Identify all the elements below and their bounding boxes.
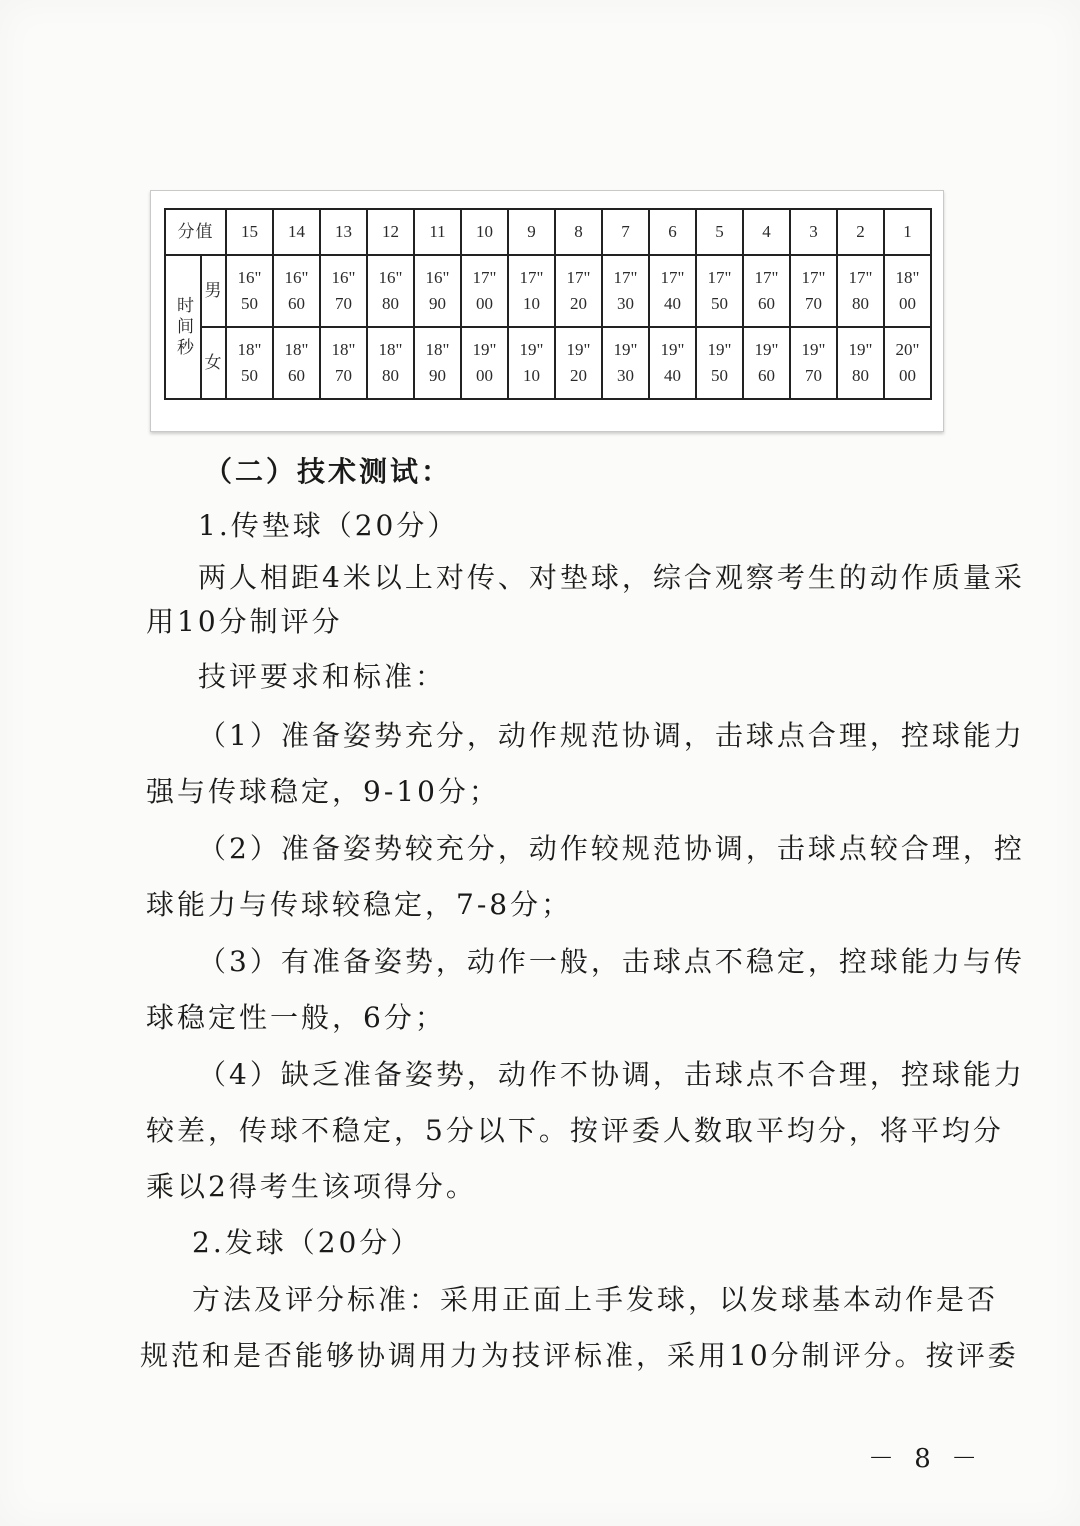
score-cell: 2	[837, 209, 884, 255]
time-hundredths: 70	[335, 294, 352, 313]
time-seconds: 18"	[425, 340, 450, 359]
score-cell: 9	[508, 209, 555, 255]
time-seconds: 19"	[519, 340, 544, 359]
male-time-cell	[649, 255, 696, 327]
score-cell: 1	[884, 209, 931, 255]
time-hundredths: 80	[852, 366, 869, 385]
time-hundredths: 50	[711, 294, 728, 313]
score-table-scan	[150, 190, 944, 432]
time-hundredths: 70	[805, 366, 822, 385]
male-time-cell	[743, 255, 790, 327]
time-seconds: 17"	[848, 268, 873, 287]
male-time-cell	[414, 255, 461, 327]
male-time-cell	[790, 255, 837, 327]
time-hundredths: 70	[335, 366, 352, 385]
criterion-1-line2: 强与传球稳定，9-10分；	[146, 775, 500, 808]
male-time-cell	[696, 255, 743, 327]
male-time-cell	[837, 255, 884, 327]
time-hundredths: 60	[288, 294, 305, 313]
criterion-4-line3: 乘以2得考生该项得分。	[146, 1170, 477, 1203]
page-number: － 8 －	[868, 1444, 984, 1474]
time-hundredths: 60	[758, 294, 775, 313]
male-time-cell	[273, 255, 320, 327]
time-seconds: 18"	[895, 268, 920, 287]
criteria-title: 技评要求和标准：	[198, 660, 447, 693]
score-cell: 11	[414, 209, 461, 255]
score-cell: 10	[461, 209, 508, 255]
time-hundredths: 60	[758, 366, 775, 385]
time-seconds: 18"	[331, 340, 356, 359]
time-seconds: 17"	[707, 268, 732, 287]
time-hundredths: 50	[711, 366, 728, 385]
score-cell: 5	[696, 209, 743, 255]
table-header-row	[165, 209, 931, 255]
score-cell: 6	[649, 209, 696, 255]
female-time-cell	[743, 327, 790, 399]
time-seconds: 19"	[801, 340, 826, 359]
table-row-female	[165, 327, 931, 399]
time-seconds: 19"	[566, 340, 591, 359]
score-table	[164, 208, 932, 400]
female-time-cell	[508, 327, 555, 399]
time-hundredths: 80	[382, 366, 399, 385]
male-label: 男	[201, 255, 226, 327]
male-time-cell	[226, 255, 273, 327]
time-seconds: 19"	[660, 340, 685, 359]
time-hundredths: 50	[241, 366, 258, 385]
score-cell: 3	[790, 209, 837, 255]
item2-desc-line1: 方法及评分标准：采用正面上手发球，以发球基本动作是否	[192, 1283, 999, 1316]
female-time-cell	[837, 327, 884, 399]
time-seconds: 18"	[378, 340, 403, 359]
item2-desc-line2: 规范和是否能够协调用力为技评标准，采用10分制评分。按评委	[140, 1339, 1019, 1372]
time-seconds: 16"	[378, 268, 403, 287]
section-heading: （二）技术测试：	[204, 455, 453, 488]
time-hundredths: 00	[899, 294, 916, 313]
time-seconds: 16"	[237, 268, 262, 287]
item1-desc-line1: 两人相距4米以上对传、对垫球，综合观察考生的动作质量采	[198, 561, 1025, 594]
item1-title: 1.传垫球（20分）	[198, 509, 459, 542]
score-label-cell: 分值	[165, 209, 226, 255]
time-seconds: 19"	[707, 340, 732, 359]
time-seconds: 17"	[613, 268, 638, 287]
criterion-2-line1: （2）准备姿势较充分，动作较规范协调，击球点较合理，控	[198, 832, 1025, 865]
time-hundredths: 70	[805, 294, 822, 313]
score-cell: 15	[226, 209, 273, 255]
score-cell: 14	[273, 209, 320, 255]
score-cell: 7	[602, 209, 649, 255]
female-time-cell	[555, 327, 602, 399]
score-cell: 4	[743, 209, 790, 255]
time-hundredths: 80	[382, 294, 399, 313]
time-seconds: 16"	[284, 268, 309, 287]
female-time-cell	[602, 327, 649, 399]
time-seconds: 16"	[425, 268, 450, 287]
criterion-2-line2: 球能力与传球较稳定，7-8分；	[146, 888, 573, 921]
female-time-cell	[790, 327, 837, 399]
time-seconds: 20"	[895, 340, 920, 359]
time-hundredths: 60	[288, 366, 305, 385]
criterion-4-line1: （4）缺乏准备姿势，动作不协调，击球点不合理，控球能力	[198, 1058, 1025, 1091]
time-hundredths: 80	[852, 294, 869, 313]
criterion-3-line2: 球稳定性一般，6分；	[146, 1001, 446, 1034]
male-time-cell	[367, 255, 414, 327]
female-time-cell	[320, 327, 367, 399]
time-hundredths: 30	[617, 294, 634, 313]
time-hundredths: 90	[429, 294, 446, 313]
score-cell: 12	[367, 209, 414, 255]
male-time-cell	[884, 255, 931, 327]
time-seconds: 17"	[472, 268, 497, 287]
time-hundredths: 90	[429, 366, 446, 385]
criterion-4-line2: 较差，传球不稳定，5分以下。按评委人数取平均分，将平均分	[146, 1114, 1004, 1147]
time-hundredths: 00	[476, 366, 493, 385]
time-seconds: 17"	[519, 268, 544, 287]
female-time-cell	[884, 327, 931, 399]
time-hundredths: 20	[570, 366, 587, 385]
time-seconds: 17"	[801, 268, 826, 287]
time-seconds: 18"	[284, 340, 309, 359]
item2-title: 2.发球（20分）	[192, 1226, 422, 1259]
time-seconds-label: 时间秒	[165, 255, 201, 399]
male-time-cell	[602, 255, 649, 327]
female-time-cell	[649, 327, 696, 399]
time-hundredths: 10	[523, 366, 540, 385]
criterion-1-line1: （1）准备姿势充分，动作规范协调，击球点合理，控球能力	[198, 719, 1025, 752]
time-hundredths: 40	[664, 366, 681, 385]
male-time-cell	[555, 255, 602, 327]
female-time-cell	[696, 327, 743, 399]
time-seconds: 17"	[754, 268, 779, 287]
item1-desc-line2: 用10分制评分	[146, 605, 343, 638]
table-row-male	[165, 255, 931, 327]
female-time-cell	[414, 327, 461, 399]
score-cell: 13	[320, 209, 367, 255]
male-time-cell	[508, 255, 555, 327]
time-seconds: 16"	[331, 268, 356, 287]
female-label: 女	[201, 327, 226, 399]
time-hundredths: 40	[664, 294, 681, 313]
time-seconds: 17"	[660, 268, 685, 287]
criterion-3-line1: （3）有准备姿势，动作一般，击球点不稳定，控球能力与传	[198, 945, 1025, 978]
time-seconds: 18"	[237, 340, 262, 359]
female-time-cell	[226, 327, 273, 399]
female-time-cell	[461, 327, 508, 399]
time-hundredths: 00	[476, 294, 493, 313]
time-seconds: 17"	[566, 268, 591, 287]
time-hundredths: 50	[241, 294, 258, 313]
time-seconds: 19"	[613, 340, 638, 359]
male-time-cell	[320, 255, 367, 327]
time-hundredths: 00	[899, 366, 916, 385]
time-hundredths: 20	[570, 294, 587, 313]
female-time-cell	[367, 327, 414, 399]
time-hundredths: 30	[617, 366, 634, 385]
time-seconds: 19"	[472, 340, 497, 359]
time-seconds: 19"	[848, 340, 873, 359]
male-time-cell	[461, 255, 508, 327]
time-hundredths: 10	[523, 294, 540, 313]
female-time-cell	[273, 327, 320, 399]
time-seconds: 19"	[754, 340, 779, 359]
score-cell: 8	[555, 209, 602, 255]
